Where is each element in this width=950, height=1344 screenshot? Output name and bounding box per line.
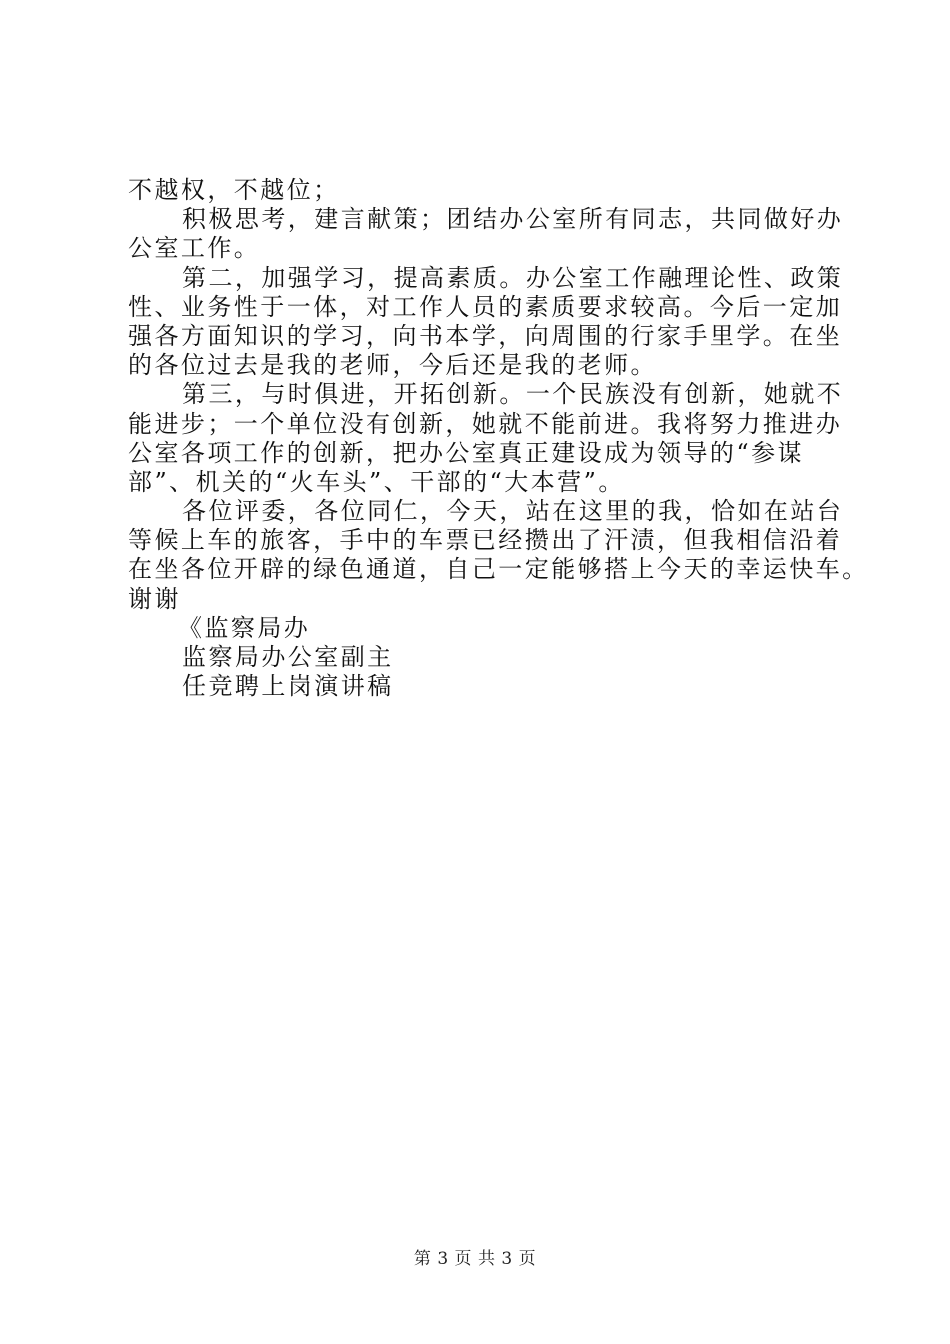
text-line: 强各方面知识的学习，向书本学，向周围的行家手里学。在坐	[128, 321, 843, 350]
text-line: 监察局办公室副主	[182, 643, 394, 671]
text-line: 《监察局办	[178, 613, 311, 642]
text-line: 能进步；一个单位没有创新，她就不能前进。我将努力推进办	[128, 409, 843, 438]
document-body	[128, 176, 868, 701]
text-line: 性、业务性于一体，对工作人员的素质要求较高。今后一定加	[128, 292, 843, 321]
page-footer: 第 3 页 共 3 页	[413, 1249, 537, 1269]
text-line: 任竞聘上岗演讲稿	[182, 672, 394, 701]
text-line: 第三，与时俱进，开拓创新。一个民族没有创新，她就不	[182, 380, 844, 409]
text-line: 在坐各位开辟的绿色通道，自己一定能够搭上今天的幸运快车。	[128, 555, 869, 584]
text-line: 部”、机关的“火车头”、干部的“大本营”。	[128, 467, 625, 496]
text-line: 各位评委，各位同仁，今天，站在这里的我，恰如在站台	[182, 497, 844, 526]
text-line: 第二，加强学习，提高素质。办公室工作融理论性、政策	[182, 263, 844, 292]
text-line: 公室工作。	[128, 234, 261, 263]
text-line: 的各位过去是我的老师，今后还是我的老师。	[128, 351, 657, 380]
text-line: 等候上车的旅客，手中的车票已经攒出了汗渍，但我相信沿着	[128, 526, 843, 555]
text-line: 不越权，不越位；	[128, 176, 340, 204]
text-line: 谢谢	[128, 584, 181, 613]
text-line: 公室各项工作的创新，把办公室真正建设成为领导的“参谋	[128, 438, 804, 467]
text-line: 积极思考，建言献策；团结办公室所有同志，共同做好办	[182, 205, 844, 234]
